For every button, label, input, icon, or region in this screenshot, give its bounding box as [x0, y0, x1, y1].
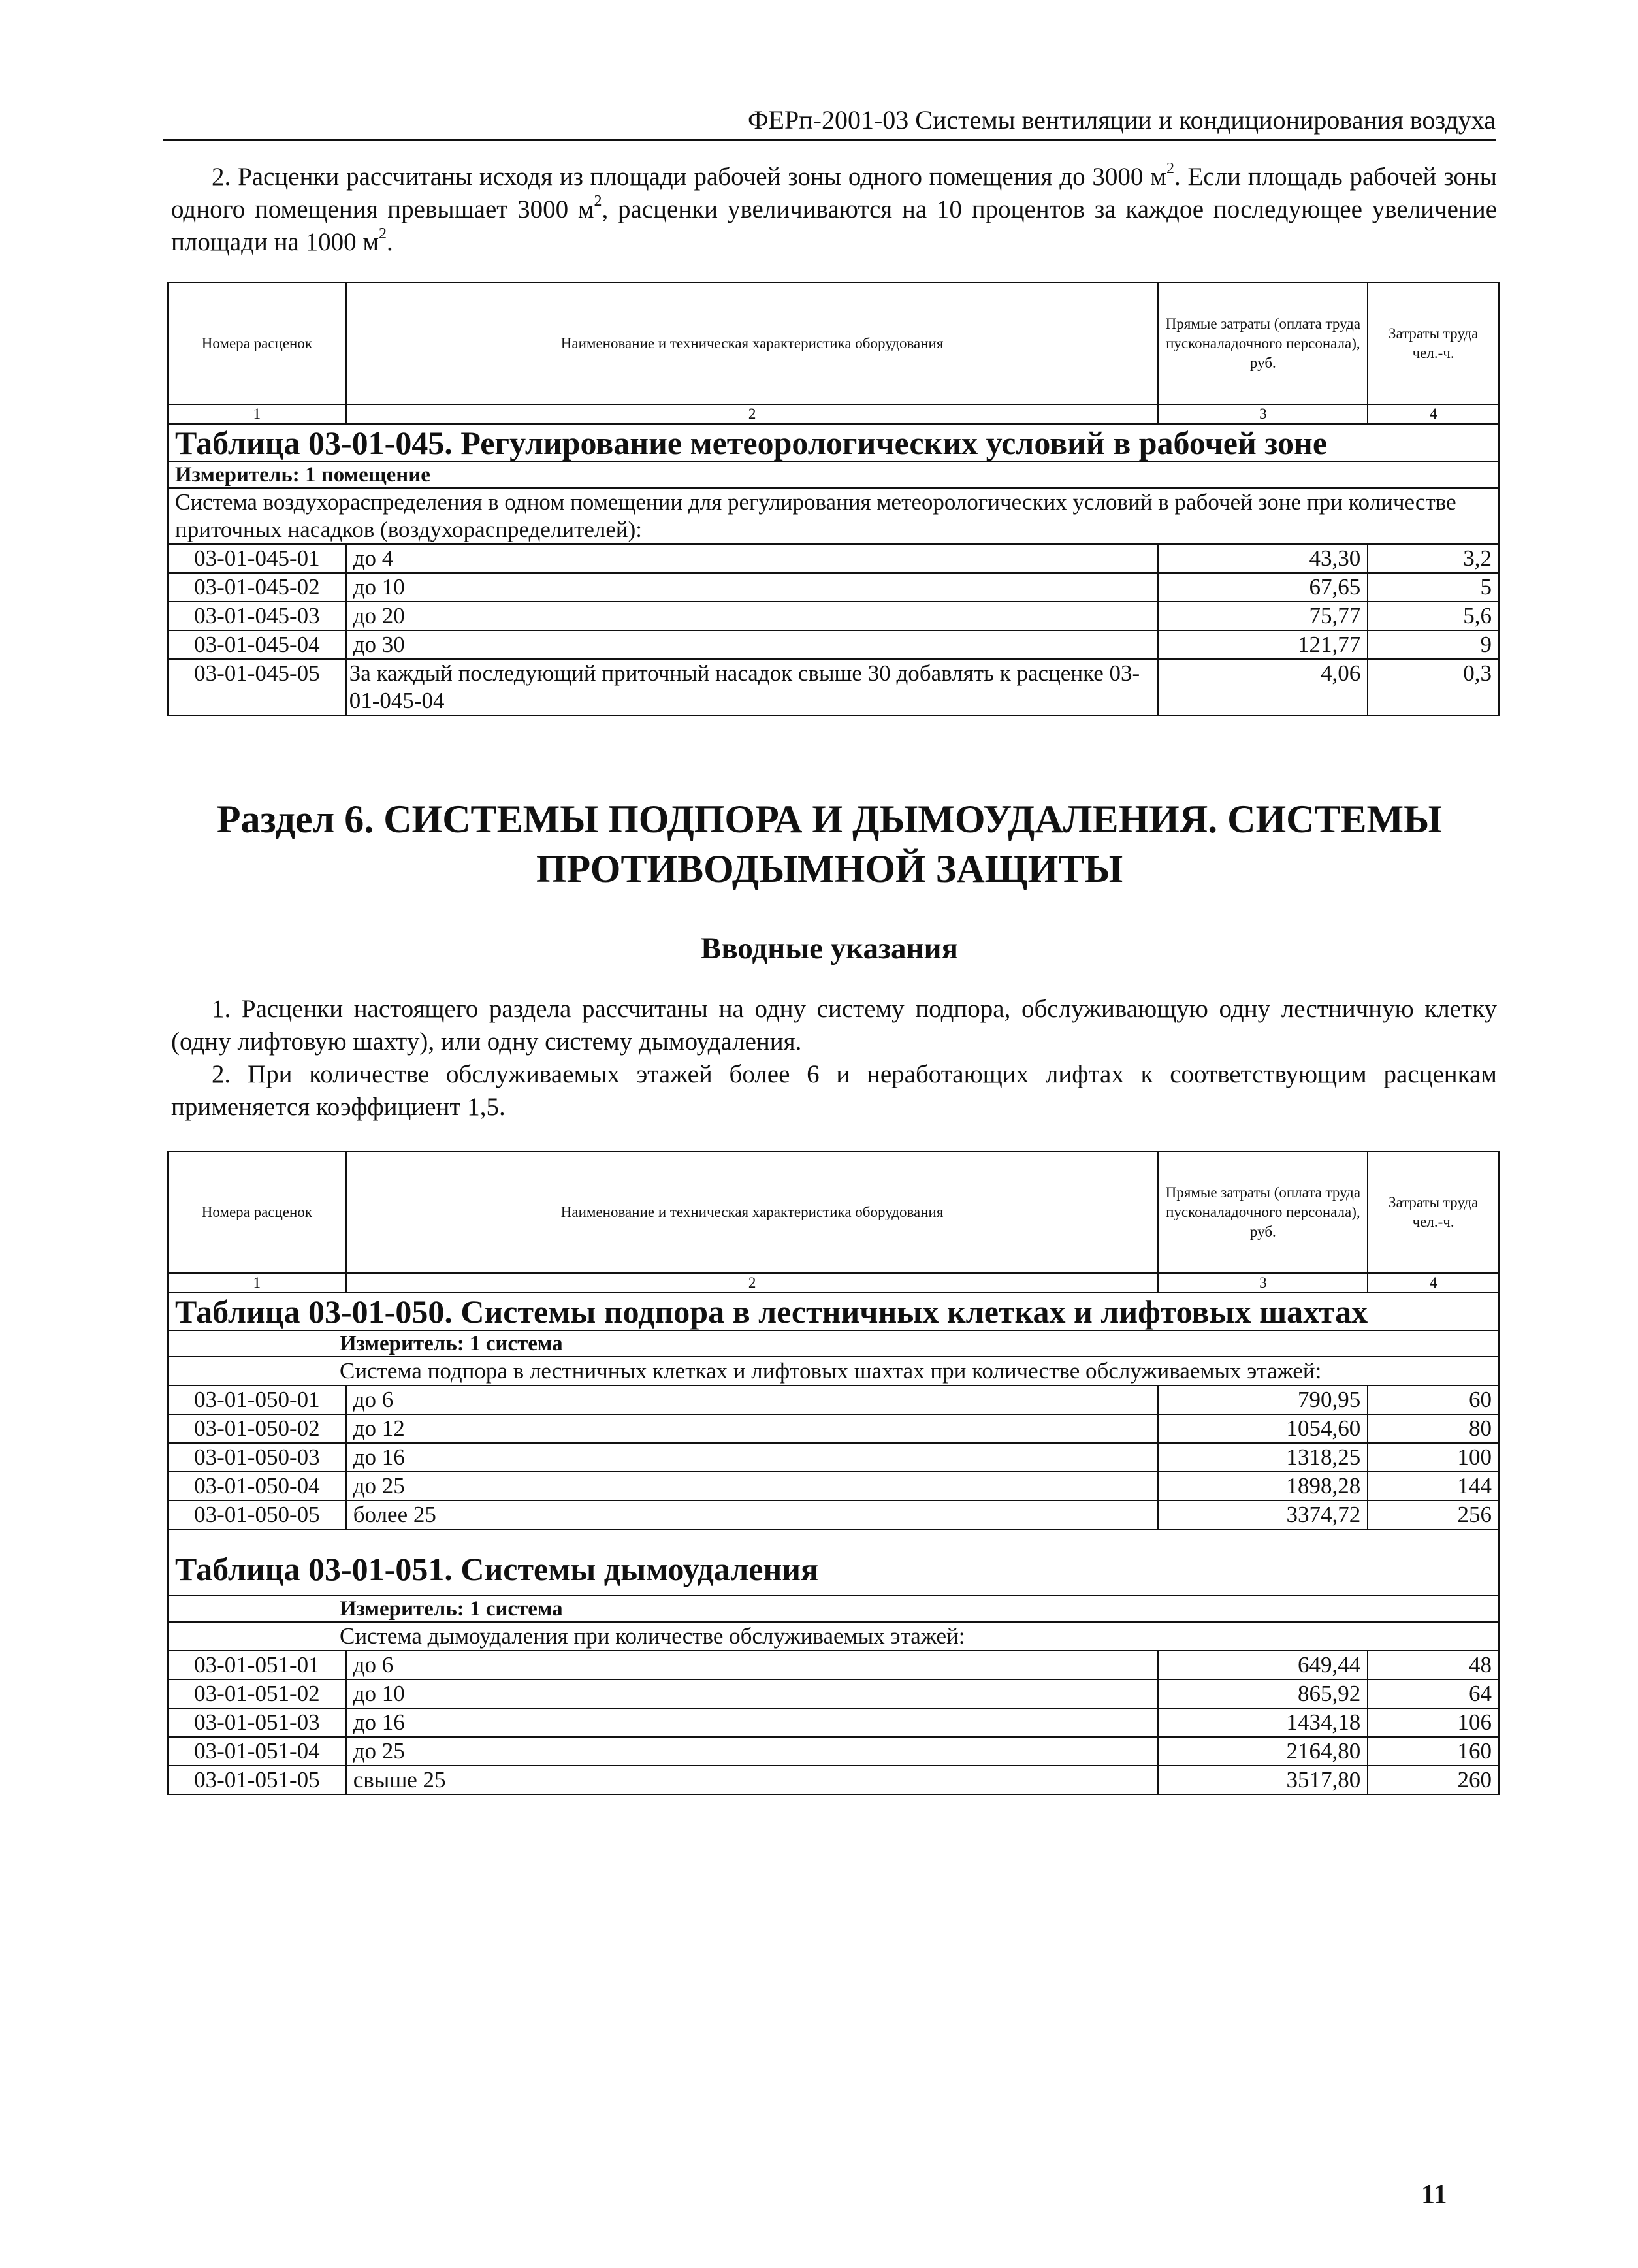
description-row — [168, 488, 1499, 544]
table-title-row — [168, 1529, 1499, 1596]
col-header-labor: Затраты труда чел.-ч. — [1368, 283, 1499, 404]
rate-cost: 3374,72 — [1158, 1500, 1368, 1529]
rate-name: до 30 — [346, 630, 1159, 659]
rate-labor: 260 — [1368, 1766, 1499, 1794]
rate-cost: 649,44 — [1158, 1651, 1368, 1679]
rate-code: 03-01-050-05 — [168, 1500, 346, 1529]
rate-cost: 1054,60 — [1158, 1414, 1368, 1443]
section-title: Раздел 6. СИСТЕМЫ ПОДПОРА И ДЫМОУДАЛЕНИЯ. СИСТЕМЫ ПРОТИВОДЫМНОЙ ЗАЩИТЫ — [216, 798, 1443, 890]
area-note-text-4: . — [387, 228, 393, 256]
table-row — [168, 630, 1499, 659]
rate-cost: 4,06 — [1158, 659, 1368, 715]
table-row — [168, 659, 1499, 715]
rate-code: 03-01-050-03 — [168, 1443, 346, 1472]
col-number-1: 1 — [168, 1273, 346, 1293]
col-header-code: Номера расценок — [168, 283, 346, 404]
rate-cost: 43,30 — [1158, 544, 1368, 573]
rate-cost: 865,92 — [1158, 1679, 1368, 1708]
rate-cost: 2164,80 — [1158, 1737, 1368, 1766]
rate-cost: 67,65 — [1158, 573, 1368, 602]
group-description: Система дымоудаления при количестве обслуживаемых этажей: — [168, 1622, 1499, 1651]
table-row — [168, 1737, 1499, 1766]
rate-cost: 75,77 — [1158, 602, 1368, 630]
area-note-paragraph — [171, 161, 1497, 259]
rate-name: до 25 — [346, 1737, 1159, 1766]
table-row — [168, 1651, 1499, 1679]
col-number-4: 4 — [1368, 404, 1499, 424]
rate-labor: 144 — [1368, 1472, 1499, 1500]
rate-code: 03-01-051-05 — [168, 1766, 346, 1794]
running-header: ФЕРп-2001-03 Системы вентиляции и кондиционирования воздуха — [163, 105, 1496, 141]
measure-row — [168, 462, 1499, 488]
area-note-text-2: . Если площадь рабочей зоны одного помещения превышает 3000 м — [171, 163, 1497, 223]
description-row — [168, 1357, 1499, 1385]
col-header-cost: Прямые затраты (оплата труда пусконаладочного персонала), руб. — [1158, 283, 1368, 404]
superscript-2: 2 — [594, 193, 602, 210]
rate-cost: 1434,18 — [1158, 1708, 1368, 1737]
rate-labor: 100 — [1368, 1443, 1499, 1472]
measure-row — [168, 1331, 1499, 1357]
col-number-3: 3 — [1158, 404, 1368, 424]
intro-title: Вводные указания — [700, 932, 959, 965]
rate-name: до 16 — [346, 1708, 1159, 1737]
rate-cost: 3517,80 — [1158, 1766, 1368, 1794]
col-header-name: Наименование и техническая характеристика оборудования — [346, 283, 1159, 404]
measure-row — [168, 1596, 1499, 1622]
area-note-text-1: 2. Расценки рассчитаны исходя из площади рабочей зоны одного помещения до 3000 м — [212, 163, 1166, 191]
table-row — [168, 544, 1499, 573]
rate-code: 03-01-045-05 — [168, 659, 346, 715]
table-title-row — [168, 424, 1499, 462]
table-row — [168, 1500, 1499, 1529]
description-row — [168, 1622, 1499, 1651]
rate-code: 03-01-045-03 — [168, 602, 346, 630]
rate-code: 03-01-051-03 — [168, 1708, 346, 1737]
group-description: Система подпора в лестничных клетках и лифтовых шахтах при количестве обслуживаемых этажей: — [168, 1357, 1499, 1385]
rates-table-045 — [167, 282, 1500, 716]
superscript-2: 2 — [379, 225, 387, 242]
rate-labor: 5,6 — [1368, 602, 1499, 630]
rate-code: 03-01-050-04 — [168, 1472, 346, 1500]
rate-labor: 106 — [1368, 1708, 1499, 1737]
table-row — [168, 1766, 1499, 1794]
rate-code: 03-01-050-01 — [168, 1385, 346, 1414]
rate-code: 03-01-045-04 — [168, 630, 346, 659]
table-row — [168, 1385, 1499, 1414]
col-header-name: Наименование и техническая характеристика оборудования — [346, 1152, 1159, 1273]
col-number-3: 3 — [1158, 1273, 1368, 1293]
rate-labor: 48 — [1368, 1651, 1499, 1679]
rate-cost: 121,77 — [1158, 630, 1368, 659]
rate-name: до 10 — [346, 1679, 1159, 1708]
table-header-row — [168, 1152, 1499, 1273]
rate-labor: 5 — [1368, 573, 1499, 602]
rate-labor: 160 — [1368, 1737, 1499, 1766]
table-title: Таблица 03-01-050. Системы подпора в лестничных клетках и лифтовых шахтах — [168, 1293, 1499, 1331]
rate-name: до 6 — [346, 1651, 1159, 1679]
table-title-row — [168, 1293, 1499, 1331]
rate-code: 03-01-051-01 — [168, 1651, 346, 1679]
table-row — [168, 602, 1499, 630]
column-number-row — [168, 404, 1499, 424]
rate-name: до 16 — [346, 1443, 1159, 1472]
intro-paragraph-2: 2. При количестве обслуживаемых этажей более 6 и неработающих лифтах к соответствующим расценкам применяется коэффициент 1,5. — [171, 1060, 1497, 1121]
rate-labor: 60 — [1368, 1385, 1499, 1414]
rate-name: свыше 25 — [346, 1766, 1159, 1794]
rate-code: 03-01-051-04 — [168, 1737, 346, 1766]
col-number-2: 2 — [346, 1273, 1159, 1293]
col-number-1: 1 — [168, 404, 346, 424]
rate-labor: 0,3 — [1368, 659, 1499, 715]
col-number-2: 2 — [346, 404, 1159, 424]
rate-cost: 1318,25 — [1158, 1443, 1368, 1472]
rate-labor: 9 — [1368, 630, 1499, 659]
intro-paragraph-1: 1. Расценки настоящего раздела рассчитаны на одну систему подпора, обслуживающую одну лестничную клетку (одну лифтовую шахту), или одну систему дымоудаления. — [171, 995, 1497, 1056]
table-header-row — [168, 283, 1499, 404]
rate-code: 03-01-050-02 — [168, 1414, 346, 1443]
rate-name: до 20 — [346, 602, 1159, 630]
table-row — [168, 1679, 1499, 1708]
rate-labor: 80 — [1368, 1414, 1499, 1443]
table-row — [168, 1472, 1499, 1500]
table-title: Таблица 03-01-051. Системы дымоудаления — [168, 1529, 1499, 1596]
rate-cost: 790,95 — [1158, 1385, 1368, 1414]
column-number-row — [168, 1273, 1499, 1293]
rate-name: до 6 — [346, 1385, 1159, 1414]
rate-labor: 256 — [1368, 1500, 1499, 1529]
group-description: Система воздухораспределения в одном помещении для регулирования метеорологических условий в рабочей зоне при количестве приточных насадков (воздухораспределителей): — [168, 488, 1499, 544]
rate-name: до 25 — [346, 1472, 1159, 1500]
rate-code: 03-01-045-02 — [168, 573, 346, 602]
rate-labor: 64 — [1368, 1679, 1499, 1708]
table-row — [168, 1414, 1499, 1443]
area-note-text-3: , расценки увеличиваются на 10 процентов за каждое последующее увеличение площади на 1000 м — [171, 195, 1497, 256]
superscript-2: 2 — [1166, 160, 1174, 177]
col-header-code: Номера расценок — [168, 1152, 346, 1273]
rate-cost: 1898,28 — [1158, 1472, 1368, 1500]
col-header-cost: Прямые затраты (оплата труда пусконаладочного персонала), руб. — [1158, 1152, 1368, 1273]
table-title: Таблица 03-01-045. Регулирование метеорологических условий в рабочей зоне — [168, 424, 1499, 462]
measure-unit: Измеритель: 1 система — [168, 1331, 1499, 1357]
rate-name: до 10 — [346, 573, 1159, 602]
rate-name: За каждый последующий приточный насадок свыше 30 добавлять к расценке 03-01-045-04 — [346, 659, 1159, 715]
measure-unit: Измеритель: 1 помещение — [168, 462, 1499, 488]
col-number-4: 4 — [1368, 1273, 1499, 1293]
table-row — [168, 1443, 1499, 1472]
rate-code: 03-01-045-01 — [168, 544, 346, 573]
measure-unit: Измеритель: 1 система — [168, 1596, 1499, 1622]
rate-code: 03-01-051-02 — [168, 1679, 346, 1708]
rates-table-050-051 — [167, 1151, 1500, 1795]
table-row — [168, 1708, 1499, 1737]
rate-name: более 25 — [346, 1500, 1159, 1529]
col-header-labor: Затраты труда чел.-ч. — [1368, 1152, 1499, 1273]
page-number: 11 — [1421, 2180, 1447, 2210]
table-row — [168, 573, 1499, 602]
rate-name: до 4 — [346, 544, 1159, 573]
rate-name: до 12 — [346, 1414, 1159, 1443]
rate-labor: 3,2 — [1368, 544, 1499, 573]
